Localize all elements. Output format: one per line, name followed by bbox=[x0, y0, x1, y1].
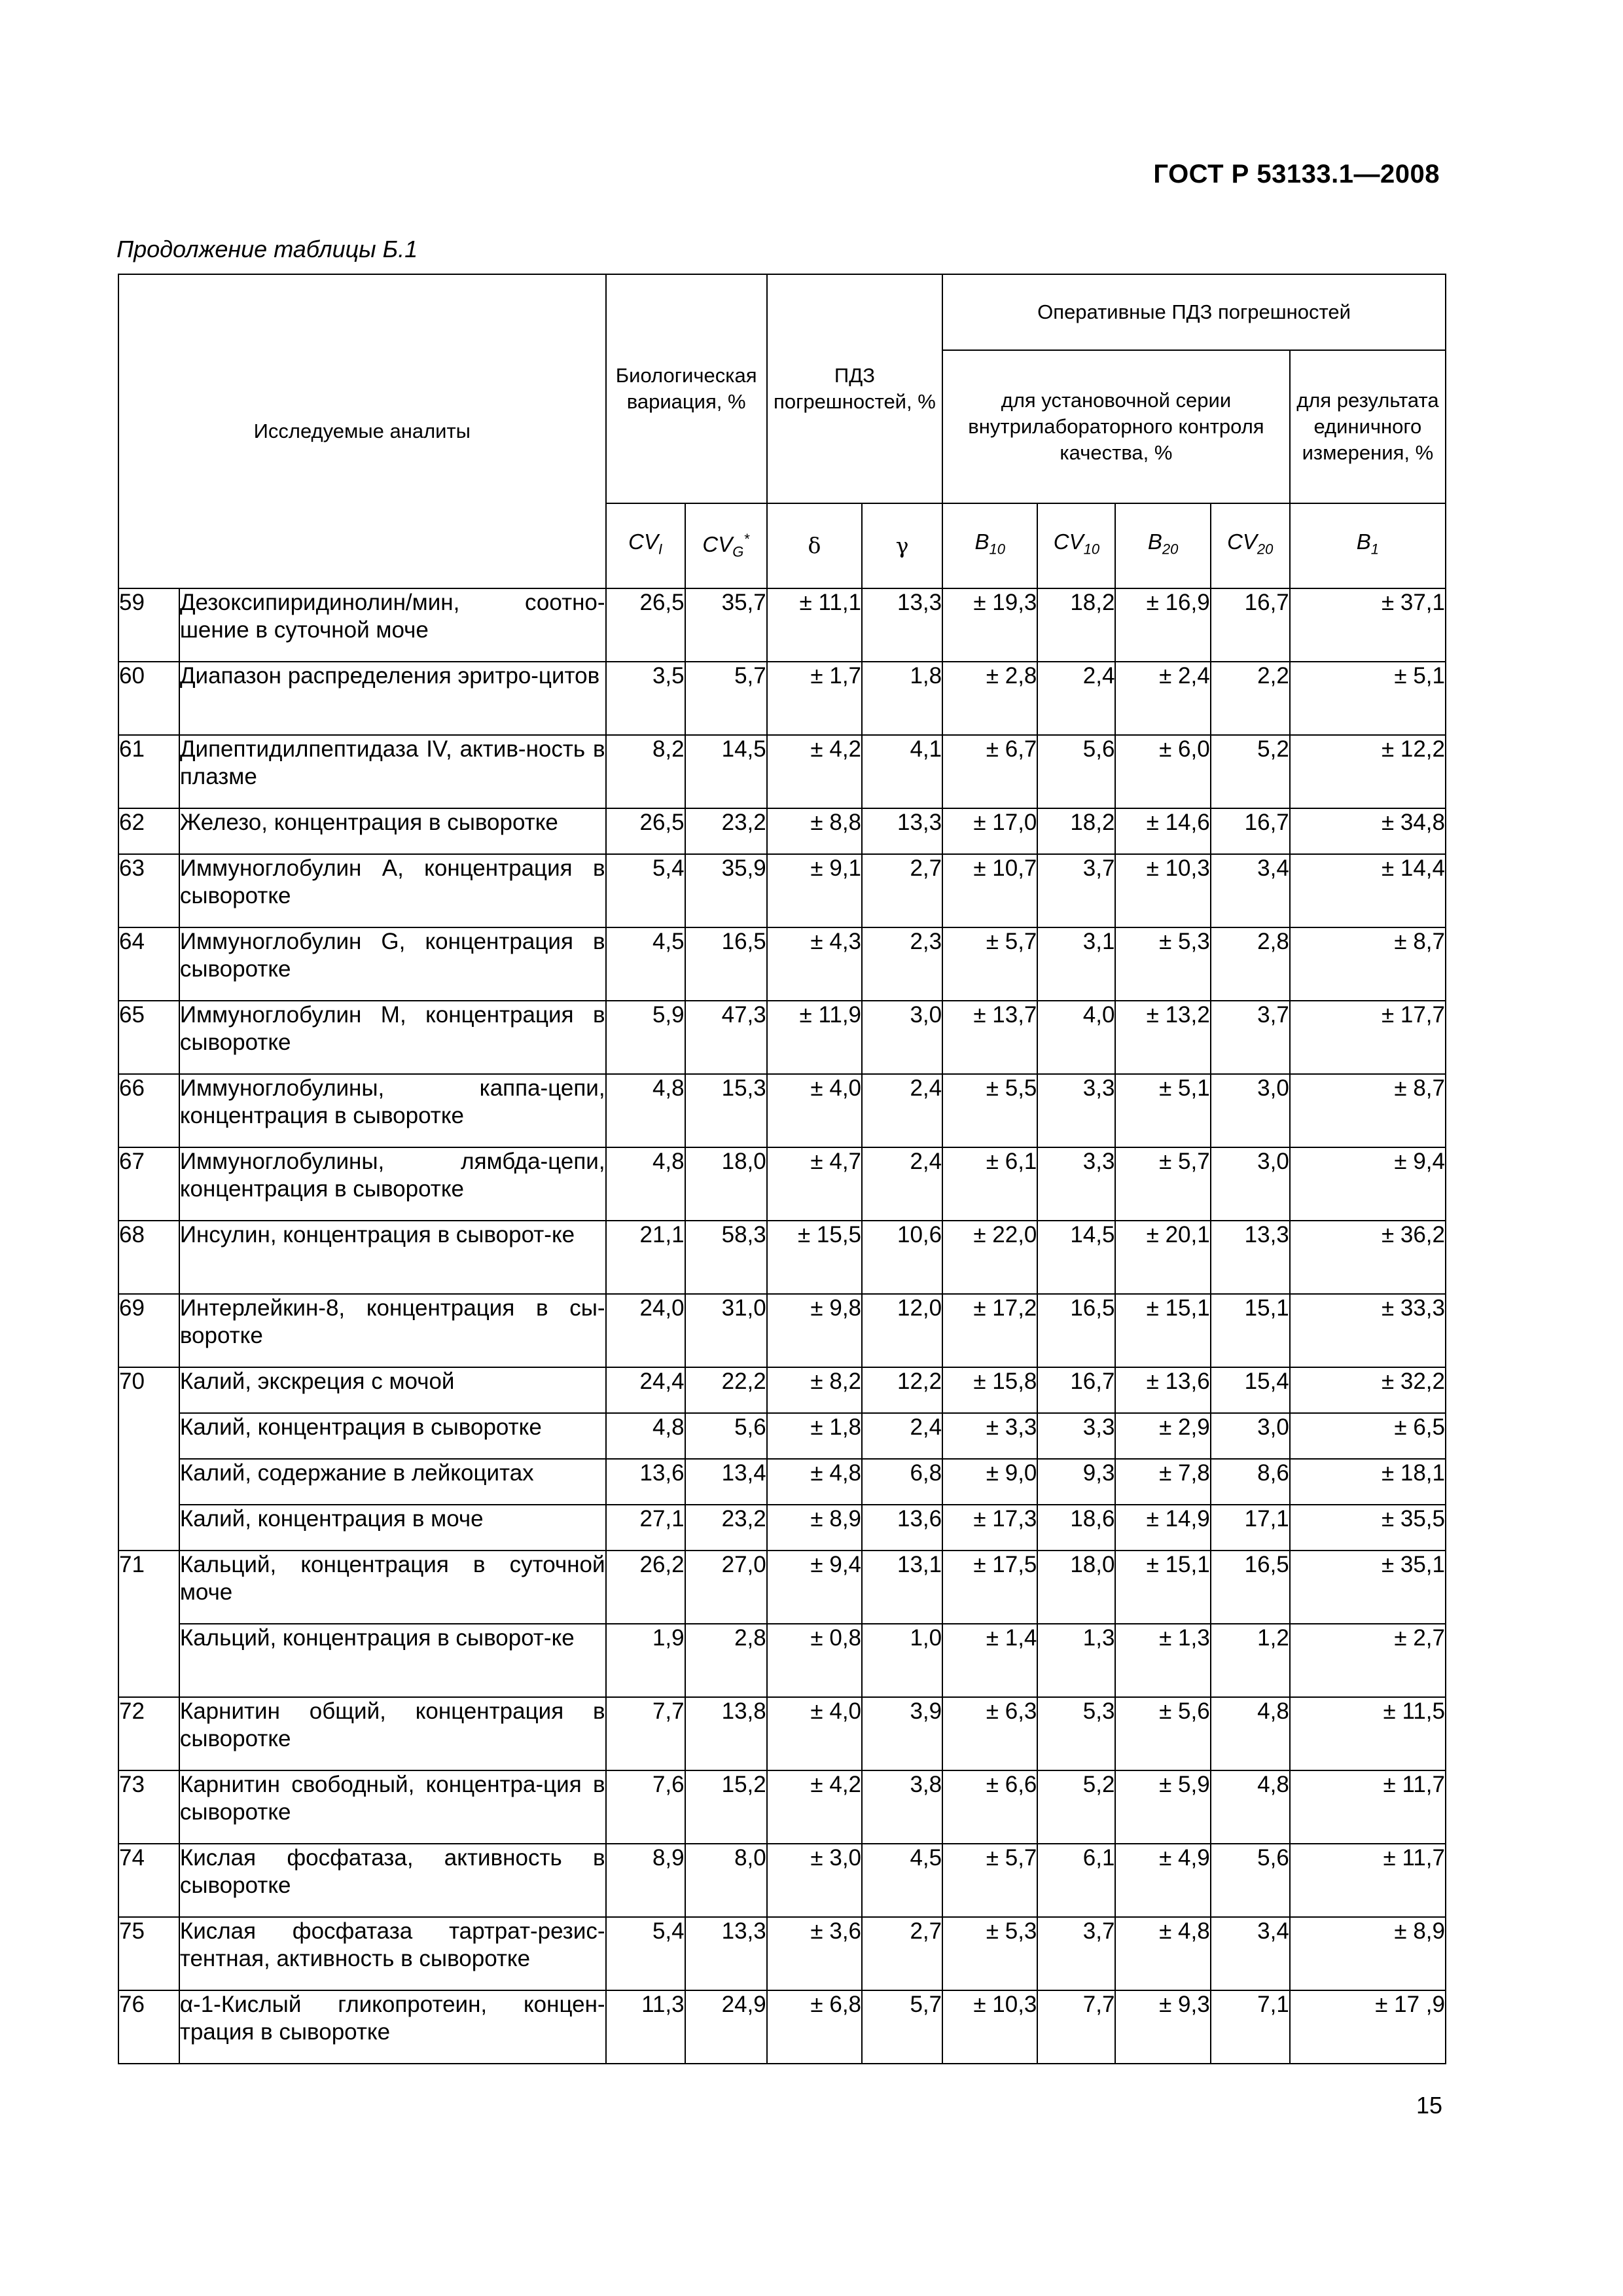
b10-value: ± 19,3 bbox=[942, 588, 1037, 662]
cvg-value: 15,2 bbox=[685, 1770, 767, 1844]
cvi-value: 4,5 bbox=[606, 927, 685, 1001]
cv20-value: 16,7 bbox=[1211, 808, 1290, 854]
cvg-value: 2,8 bbox=[685, 1624, 767, 1697]
header-cv10: $CV_{10}$ bbox=[1037, 503, 1115, 588]
header-operative-pdz: Оперативные ПДЗ погрешностей bbox=[942, 274, 1446, 350]
row-number: 59 bbox=[118, 588, 179, 662]
header-analytes: Исследуемые аналиты bbox=[118, 274, 606, 588]
analyte-name: Калий, концентрация в моче bbox=[179, 1505, 606, 1551]
b10-value: ± 3,3 bbox=[942, 1413, 1037, 1459]
cvi-value: 21,1 bbox=[606, 1221, 685, 1294]
b10-value: ± 6,6 bbox=[942, 1770, 1037, 1844]
b1-value: ± 36,2 bbox=[1290, 1221, 1446, 1294]
analyte-name: Дезоксипиридинолин/мин, соотно-шение в суточной моче bbox=[179, 588, 606, 662]
b1-value: ± 11,7 bbox=[1290, 1844, 1446, 1917]
b20-value: ± 14,9 bbox=[1115, 1505, 1210, 1551]
cvg-value: 58,3 bbox=[685, 1221, 767, 1294]
b10-value: ± 17,2 bbox=[942, 1294, 1037, 1367]
b20-value: ± 13,2 bbox=[1115, 1001, 1210, 1074]
b10-value: ± 10,7 bbox=[942, 854, 1037, 927]
b20-value: ± 10,3 bbox=[1115, 854, 1210, 927]
cv20-value: 2,2 bbox=[1211, 662, 1290, 735]
cv10-value: 5,2 bbox=[1037, 1770, 1115, 1844]
b10-value: ± 17,3 bbox=[942, 1505, 1037, 1551]
cv20-value: 8,6 bbox=[1211, 1459, 1290, 1505]
analyte-name: Иммуноглобулины, лямбда-цепи, концентрация в сыворотке bbox=[179, 1147, 606, 1221]
b10-value: ± 9,0 bbox=[942, 1459, 1037, 1505]
b20-value: ± 4,9 bbox=[1115, 1844, 1210, 1917]
b10-value: ± 5,7 bbox=[942, 927, 1037, 1001]
delta-value: ± 6,8 bbox=[767, 1990, 862, 2064]
row-number: 72 bbox=[118, 1697, 179, 1770]
cvg-value: 15,3 bbox=[685, 1074, 767, 1147]
b20-value: ± 5,6 bbox=[1115, 1697, 1210, 1770]
row-number: 75 bbox=[118, 1917, 179, 1990]
b1-value: ± 9,4 bbox=[1290, 1147, 1446, 1221]
analyte-name: Калий, экскреция с мочой bbox=[179, 1367, 606, 1413]
delta-value: ± 15,5 bbox=[767, 1221, 862, 1294]
cv10-value: 3,7 bbox=[1037, 1917, 1115, 1990]
cv10-value: 3,3 bbox=[1037, 1074, 1115, 1147]
gamma-value: 13,1 bbox=[862, 1551, 942, 1624]
cv20-value: 5,6 bbox=[1211, 1844, 1290, 1917]
table-row bbox=[118, 1551, 1446, 1624]
table-row bbox=[118, 1001, 1446, 1074]
delta-value: ± 0,8 bbox=[767, 1624, 862, 1697]
cv10-value: 4,0 bbox=[1037, 1001, 1115, 1074]
b10-value: ± 15,8 bbox=[942, 1367, 1037, 1413]
cv10-value: 6,1 bbox=[1037, 1844, 1115, 1917]
table-row bbox=[118, 1413, 1446, 1459]
gamma-value: 12,0 bbox=[862, 1294, 942, 1367]
cv10-value: 14,5 bbox=[1037, 1221, 1115, 1294]
analyte-name: Карнитин общий, концентрация в сыворотке bbox=[179, 1697, 606, 1770]
b1-value: ± 12,2 bbox=[1290, 735, 1446, 808]
b20-value: ± 14,6 bbox=[1115, 808, 1210, 854]
cv10-value: 1,3 bbox=[1037, 1624, 1115, 1697]
gamma-value: 10,6 bbox=[862, 1221, 942, 1294]
b20-value: ± 15,1 bbox=[1115, 1294, 1210, 1367]
cv20-value: 16,5 bbox=[1211, 1551, 1290, 1624]
b20-value: ± 4,8 bbox=[1115, 1917, 1210, 1990]
b1-value: ± 35,5 bbox=[1290, 1505, 1446, 1551]
b10-value: ± 1,4 bbox=[942, 1624, 1037, 1697]
delta-value: ± 4,8 bbox=[767, 1459, 862, 1505]
gamma-value: 2,4 bbox=[862, 1413, 942, 1459]
b1-value: ± 8,9 bbox=[1290, 1917, 1446, 1990]
cv10-value: 18,6 bbox=[1037, 1505, 1115, 1551]
cv20-value: 3,0 bbox=[1211, 1074, 1290, 1147]
delta-value: ± 4,2 bbox=[767, 1770, 862, 1844]
row-number: 68 bbox=[118, 1221, 179, 1294]
b20-value: ± 5,3 bbox=[1115, 927, 1210, 1001]
b10-value: ± 5,7 bbox=[942, 1844, 1037, 1917]
table-row bbox=[118, 1624, 1446, 1697]
analytes-table bbox=[118, 274, 1446, 2064]
table-row bbox=[118, 1221, 1446, 1294]
cvi-value: 4,8 bbox=[606, 1074, 685, 1147]
row-number: 76 bbox=[118, 1990, 179, 2064]
row-number: 73 bbox=[118, 1770, 179, 1844]
cv10-value: 5,6 bbox=[1037, 735, 1115, 808]
gamma-value: 2,4 bbox=[862, 1074, 942, 1147]
cvg-value: 35,9 bbox=[685, 854, 767, 927]
cv10-value: 3,1 bbox=[1037, 927, 1115, 1001]
gamma-value: 3,0 bbox=[862, 1001, 942, 1074]
table-row bbox=[118, 1147, 1446, 1221]
b1-value: ± 33,3 bbox=[1290, 1294, 1446, 1367]
row-number: 74 bbox=[118, 1844, 179, 1917]
cv10-value: 18,2 bbox=[1037, 808, 1115, 854]
analyte-name: Интерлейкин-8, концентрация в сы-воротке bbox=[179, 1294, 606, 1367]
gamma-value: 4,5 bbox=[862, 1844, 942, 1917]
b1-value: ± 11,5 bbox=[1290, 1697, 1446, 1770]
analyte-name: Железо, концентрация в сыворотке bbox=[179, 808, 606, 854]
b1-value: ± 37,1 bbox=[1290, 588, 1446, 662]
analyte-name: Иммуноглобулины, каппа-цепи, концентрация в сыворотке bbox=[179, 1074, 606, 1147]
delta-value: ± 9,1 bbox=[767, 854, 862, 927]
delta-value: ± 11,1 bbox=[767, 588, 862, 662]
b20-value: ± 13,6 bbox=[1115, 1367, 1210, 1413]
table-row bbox=[118, 1074, 1446, 1147]
header-b10: $B_{10}$ bbox=[942, 503, 1037, 588]
cv20-value: 3,4 bbox=[1211, 854, 1290, 927]
cvi-value: 11,3 bbox=[606, 1990, 685, 2064]
delta-value: ± 3,0 bbox=[767, 1844, 862, 1917]
row-number: 62 bbox=[118, 808, 179, 854]
b20-value: ± 2,9 bbox=[1115, 1413, 1210, 1459]
cv20-value: 4,8 bbox=[1211, 1770, 1290, 1844]
delta-value: ± 8,9 bbox=[767, 1505, 862, 1551]
delta-value: ± 8,8 bbox=[767, 808, 862, 854]
cvg-value: 22,2 bbox=[685, 1367, 767, 1413]
header-setup-series: для установочной серии внутрилабораторного контроля качества, % bbox=[942, 350, 1290, 503]
b20-value: ± 5,9 bbox=[1115, 1770, 1210, 1844]
header-gamma: γ bbox=[862, 503, 942, 588]
cv20-value: 15,4 bbox=[1211, 1367, 1290, 1413]
analyte-name: Иммуноглобулин M, концентрация в сыворотке bbox=[179, 1001, 606, 1074]
cvi-value: 26,5 bbox=[606, 588, 685, 662]
analyte-name: Карнитин свободный, концентра-ция в сыворотке bbox=[179, 1770, 606, 1844]
table-row bbox=[118, 927, 1446, 1001]
b20-value: ± 5,1 bbox=[1115, 1074, 1210, 1147]
gamma-value: 2,3 bbox=[862, 927, 942, 1001]
table-row bbox=[118, 662, 1446, 735]
gamma-value: 5,7 bbox=[862, 1990, 942, 2064]
cvg-value: 23,2 bbox=[685, 1505, 767, 1551]
table-row bbox=[118, 1917, 1446, 1990]
row-number bbox=[118, 1459, 179, 1505]
delta-value: ± 4,2 bbox=[767, 735, 862, 808]
table-row bbox=[118, 1990, 1446, 2064]
analyte-name: Инсулин, концентрация в сыворот-ке bbox=[179, 1221, 606, 1294]
document-title: ГОСТ Р 53133.1—2008 bbox=[1153, 160, 1440, 188]
cv20-value: 4,8 bbox=[1211, 1697, 1290, 1770]
row-number bbox=[118, 1413, 179, 1459]
gamma-value: 2,7 bbox=[862, 854, 942, 927]
b1-value: ± 8,7 bbox=[1290, 1074, 1446, 1147]
row-number bbox=[118, 1624, 179, 1697]
delta-value: ± 3,6 bbox=[767, 1917, 862, 1990]
cvi-value: 1,9 bbox=[606, 1624, 685, 1697]
b10-value: ± 17,5 bbox=[942, 1551, 1037, 1624]
delta-value: ± 4,7 bbox=[767, 1147, 862, 1221]
delta-value: ± 1,7 bbox=[767, 662, 862, 735]
cvg-value: 18,0 bbox=[685, 1147, 767, 1221]
cvi-value: 4,8 bbox=[606, 1413, 685, 1459]
b10-value: ± 6,7 bbox=[942, 735, 1037, 808]
delta-value: ± 9,8 bbox=[767, 1294, 862, 1367]
table-caption: Продолжение таблицы Б.1 bbox=[116, 236, 418, 262]
cvi-value: 24,4 bbox=[606, 1367, 685, 1413]
cv10-value: 9,3 bbox=[1037, 1459, 1115, 1505]
cv20-value: 13,3 bbox=[1211, 1221, 1290, 1294]
table-row bbox=[118, 735, 1446, 808]
row-number: 63 bbox=[118, 854, 179, 927]
b20-value: ± 20,1 bbox=[1115, 1221, 1210, 1294]
cv20-value: 17,1 bbox=[1211, 1505, 1290, 1551]
cvg-value: 13,3 bbox=[685, 1917, 767, 1990]
cv10-value: 18,2 bbox=[1037, 588, 1115, 662]
b1-value: ± 18,1 bbox=[1290, 1459, 1446, 1505]
cv10-value: 5,3 bbox=[1037, 1697, 1115, 1770]
cv20-value: 3,0 bbox=[1211, 1147, 1290, 1221]
table-row bbox=[118, 1294, 1446, 1367]
cv10-value: 16,5 bbox=[1037, 1294, 1115, 1367]
cv20-value: 3,4 bbox=[1211, 1917, 1290, 1990]
cv20-value: 3,7 bbox=[1211, 1001, 1290, 1074]
cvi-value: 8,2 bbox=[606, 735, 685, 808]
cvg-value: 14,5 bbox=[685, 735, 767, 808]
cv20-value: 5,2 bbox=[1211, 735, 1290, 808]
header-b20: $B_{20}$ bbox=[1115, 503, 1210, 588]
analyte-name: α-1-Кислый гликопротеин, концен-трация в сыворотке bbox=[179, 1990, 606, 2064]
cvg-value: 35,7 bbox=[685, 588, 767, 662]
b1-value: ± 32,2 bbox=[1290, 1367, 1446, 1413]
row-number: 65 bbox=[118, 1001, 179, 1074]
b20-value: ± 2,4 bbox=[1115, 662, 1210, 735]
delta-value: ± 8,2 bbox=[767, 1367, 862, 1413]
table-row bbox=[118, 1770, 1446, 1844]
b10-value: ± 13,7 bbox=[942, 1001, 1037, 1074]
cvg-value: 47,3 bbox=[685, 1001, 767, 1074]
table-row bbox=[118, 1505, 1446, 1551]
cvg-value: 16,5 bbox=[685, 927, 767, 1001]
row-number: 69 bbox=[118, 1294, 179, 1367]
header-pdz: ПДЗ погрешностей, % bbox=[767, 274, 942, 503]
analyte-name: Дипептидилпептидаза IV, актив-ность в плазме bbox=[179, 735, 606, 808]
analyte-name: Кислая фосфатаза, активность в сыворотке bbox=[179, 1844, 606, 1917]
delta-value: ± 11,9 bbox=[767, 1001, 862, 1074]
cvi-value: 13,6 bbox=[606, 1459, 685, 1505]
analyte-name: Иммуноглобулин А, концентрация в сыворотке bbox=[179, 854, 606, 927]
cvg-value: 24,9 bbox=[685, 1990, 767, 2064]
header-cvi: $CV_I$ bbox=[606, 503, 685, 588]
b20-value: ± 1,3 bbox=[1115, 1624, 1210, 1697]
analyte-name: Кальций, концентрация в сыворот-ке bbox=[179, 1624, 606, 1697]
cvi-value: 26,2 bbox=[606, 1551, 685, 1624]
gamma-value: 1,0 bbox=[862, 1624, 942, 1697]
cv10-value: 18,0 bbox=[1037, 1551, 1115, 1624]
cvg-value: 13,4 bbox=[685, 1459, 767, 1505]
gamma-value: 4,1 bbox=[862, 735, 942, 808]
cvi-value: 5,4 bbox=[606, 854, 685, 927]
cvi-value: 5,4 bbox=[606, 1917, 685, 1990]
header-cv20: $CV_{20}$ bbox=[1211, 503, 1290, 588]
row-number: 66 bbox=[118, 1074, 179, 1147]
cv20-value: 15,1 bbox=[1211, 1294, 1290, 1367]
b10-value: ± 17,0 bbox=[942, 808, 1037, 854]
cvi-value: 7,6 bbox=[606, 1770, 685, 1844]
table-row bbox=[118, 1844, 1446, 1917]
gamma-value: 13,3 bbox=[862, 588, 942, 662]
b1-value: ± 35,1 bbox=[1290, 1551, 1446, 1624]
gamma-value: 3,8 bbox=[862, 1770, 942, 1844]
b10-value: ± 10,3 bbox=[942, 1990, 1037, 2064]
table-row bbox=[118, 1367, 1446, 1413]
cvi-value: 5,9 bbox=[606, 1001, 685, 1074]
gamma-value: 13,3 bbox=[862, 808, 942, 854]
b1-value: ± 14,4 bbox=[1290, 854, 1446, 927]
table-row bbox=[118, 1459, 1446, 1505]
analyte-name: Диапазон распределения эритро-цитов bbox=[179, 662, 606, 735]
gamma-value: 13,6 bbox=[862, 1505, 942, 1551]
analyte-name: Иммуноглобулин G, концентрация в сыворотке bbox=[179, 927, 606, 1001]
row-number bbox=[118, 1505, 179, 1551]
cv10-value: 3,7 bbox=[1037, 854, 1115, 927]
cvg-value: 23,2 bbox=[685, 808, 767, 854]
row-number: 60 bbox=[118, 662, 179, 735]
cvi-value: 24,0 bbox=[606, 1294, 685, 1367]
cv20-value: 3,0 bbox=[1211, 1413, 1290, 1459]
row-number: 67 bbox=[118, 1147, 179, 1221]
b20-value: ± 16,9 bbox=[1115, 588, 1210, 662]
cv10-value: 3,3 bbox=[1037, 1413, 1115, 1459]
analyte-name: Калий, концентрация в сыворотке bbox=[179, 1413, 606, 1459]
cvg-value: 5,7 bbox=[685, 662, 767, 735]
b1-value: ± 11,7 bbox=[1290, 1770, 1446, 1844]
page-number: 15 bbox=[1416, 2092, 1442, 2119]
cv10-value: 16,7 bbox=[1037, 1367, 1115, 1413]
delta-value: ± 1,8 bbox=[767, 1413, 862, 1459]
b10-value: ± 2,8 bbox=[942, 662, 1037, 735]
b1-value: ± 17,7 bbox=[1290, 1001, 1446, 1074]
analyte-name: Кислая фосфатаза тартрат-резис-тентная, активность в сыворотке bbox=[179, 1917, 606, 1990]
cvg-value: 8,0 bbox=[685, 1844, 767, 1917]
cvg-value: 5,6 bbox=[685, 1413, 767, 1459]
delta-value: ± 9,4 bbox=[767, 1551, 862, 1624]
b1-value: ± 17 ,9 bbox=[1290, 1990, 1446, 2064]
table-row bbox=[118, 1697, 1446, 1770]
row-number: 61 bbox=[118, 735, 179, 808]
b10-value: ± 6,1 bbox=[942, 1147, 1037, 1221]
cvi-value: 26,5 bbox=[606, 808, 685, 854]
cvi-value: 8,9 bbox=[606, 1844, 685, 1917]
analyte-name: Кальций, концентрация в суточной моче bbox=[179, 1551, 606, 1624]
cv20-value: 16,7 bbox=[1211, 588, 1290, 662]
b20-value: ± 7,8 bbox=[1115, 1459, 1210, 1505]
cv10-value: 2,4 bbox=[1037, 662, 1115, 735]
table-row bbox=[118, 854, 1446, 927]
cv20-value: 1,2 bbox=[1211, 1624, 1290, 1697]
row-number: 71 bbox=[118, 1551, 179, 1624]
delta-value: ± 4,3 bbox=[767, 927, 862, 1001]
cv20-value: 7,1 bbox=[1211, 1990, 1290, 2064]
b20-value: ± 5,7 bbox=[1115, 1147, 1210, 1221]
analyte-name: Калий, содержание в лейкоцитах bbox=[179, 1459, 606, 1505]
b20-value: ± 6,0 bbox=[1115, 735, 1210, 808]
cvi-value: 7,7 bbox=[606, 1697, 685, 1770]
b10-value: ± 22,0 bbox=[942, 1221, 1037, 1294]
table-body bbox=[118, 588, 1446, 2064]
header-cvg: $CV_G^*$ bbox=[685, 503, 767, 588]
gamma-value: 6,8 bbox=[862, 1459, 942, 1505]
delta-value: ± 4,0 bbox=[767, 1697, 862, 1770]
row-number: 64 bbox=[118, 927, 179, 1001]
row-number: 70 bbox=[118, 1367, 179, 1413]
header-delta: δ bbox=[767, 503, 862, 588]
header-bio-variation: Биологическая вариация, % bbox=[606, 274, 767, 503]
b20-value: ± 9,3 bbox=[1115, 1990, 1210, 2064]
header-single-result: для результата единичного измерения, % bbox=[1290, 350, 1446, 503]
cv20-value: 2,8 bbox=[1211, 927, 1290, 1001]
b1-value: ± 34,8 bbox=[1290, 808, 1446, 854]
cvi-value: 3,5 bbox=[606, 662, 685, 735]
b1-value: ± 2,7 bbox=[1290, 1624, 1446, 1697]
gamma-value: 3,9 bbox=[862, 1697, 942, 1770]
gamma-value: 12,2 bbox=[862, 1367, 942, 1413]
cvg-value: 13,8 bbox=[685, 1697, 767, 1770]
gamma-value: 1,8 bbox=[862, 662, 942, 735]
gamma-value: 2,7 bbox=[862, 1917, 942, 1990]
delta-value: ± 4,0 bbox=[767, 1074, 862, 1147]
b10-value: ± 5,5 bbox=[942, 1074, 1037, 1147]
table-row bbox=[118, 808, 1446, 854]
cvi-value: 27,1 bbox=[606, 1505, 685, 1551]
b10-value: ± 5,3 bbox=[942, 1917, 1037, 1990]
b10-value: ± 6,3 bbox=[942, 1697, 1037, 1770]
b1-value: ± 8,7 bbox=[1290, 927, 1446, 1001]
table-row bbox=[118, 588, 1446, 662]
b1-value: ± 5,1 bbox=[1290, 662, 1446, 735]
cv10-value: 3,3 bbox=[1037, 1147, 1115, 1221]
b1-value: ± 6,5 bbox=[1290, 1413, 1446, 1459]
cvi-value: 4,8 bbox=[606, 1147, 685, 1221]
b20-value: ± 15,1 bbox=[1115, 1551, 1210, 1624]
header-b1: $B_1$ bbox=[1290, 503, 1446, 588]
cv10-value: 7,7 bbox=[1037, 1990, 1115, 2064]
cvg-value: 27,0 bbox=[685, 1551, 767, 1624]
gamma-value: 2,4 bbox=[862, 1147, 942, 1221]
cvg-value: 31,0 bbox=[685, 1294, 767, 1367]
